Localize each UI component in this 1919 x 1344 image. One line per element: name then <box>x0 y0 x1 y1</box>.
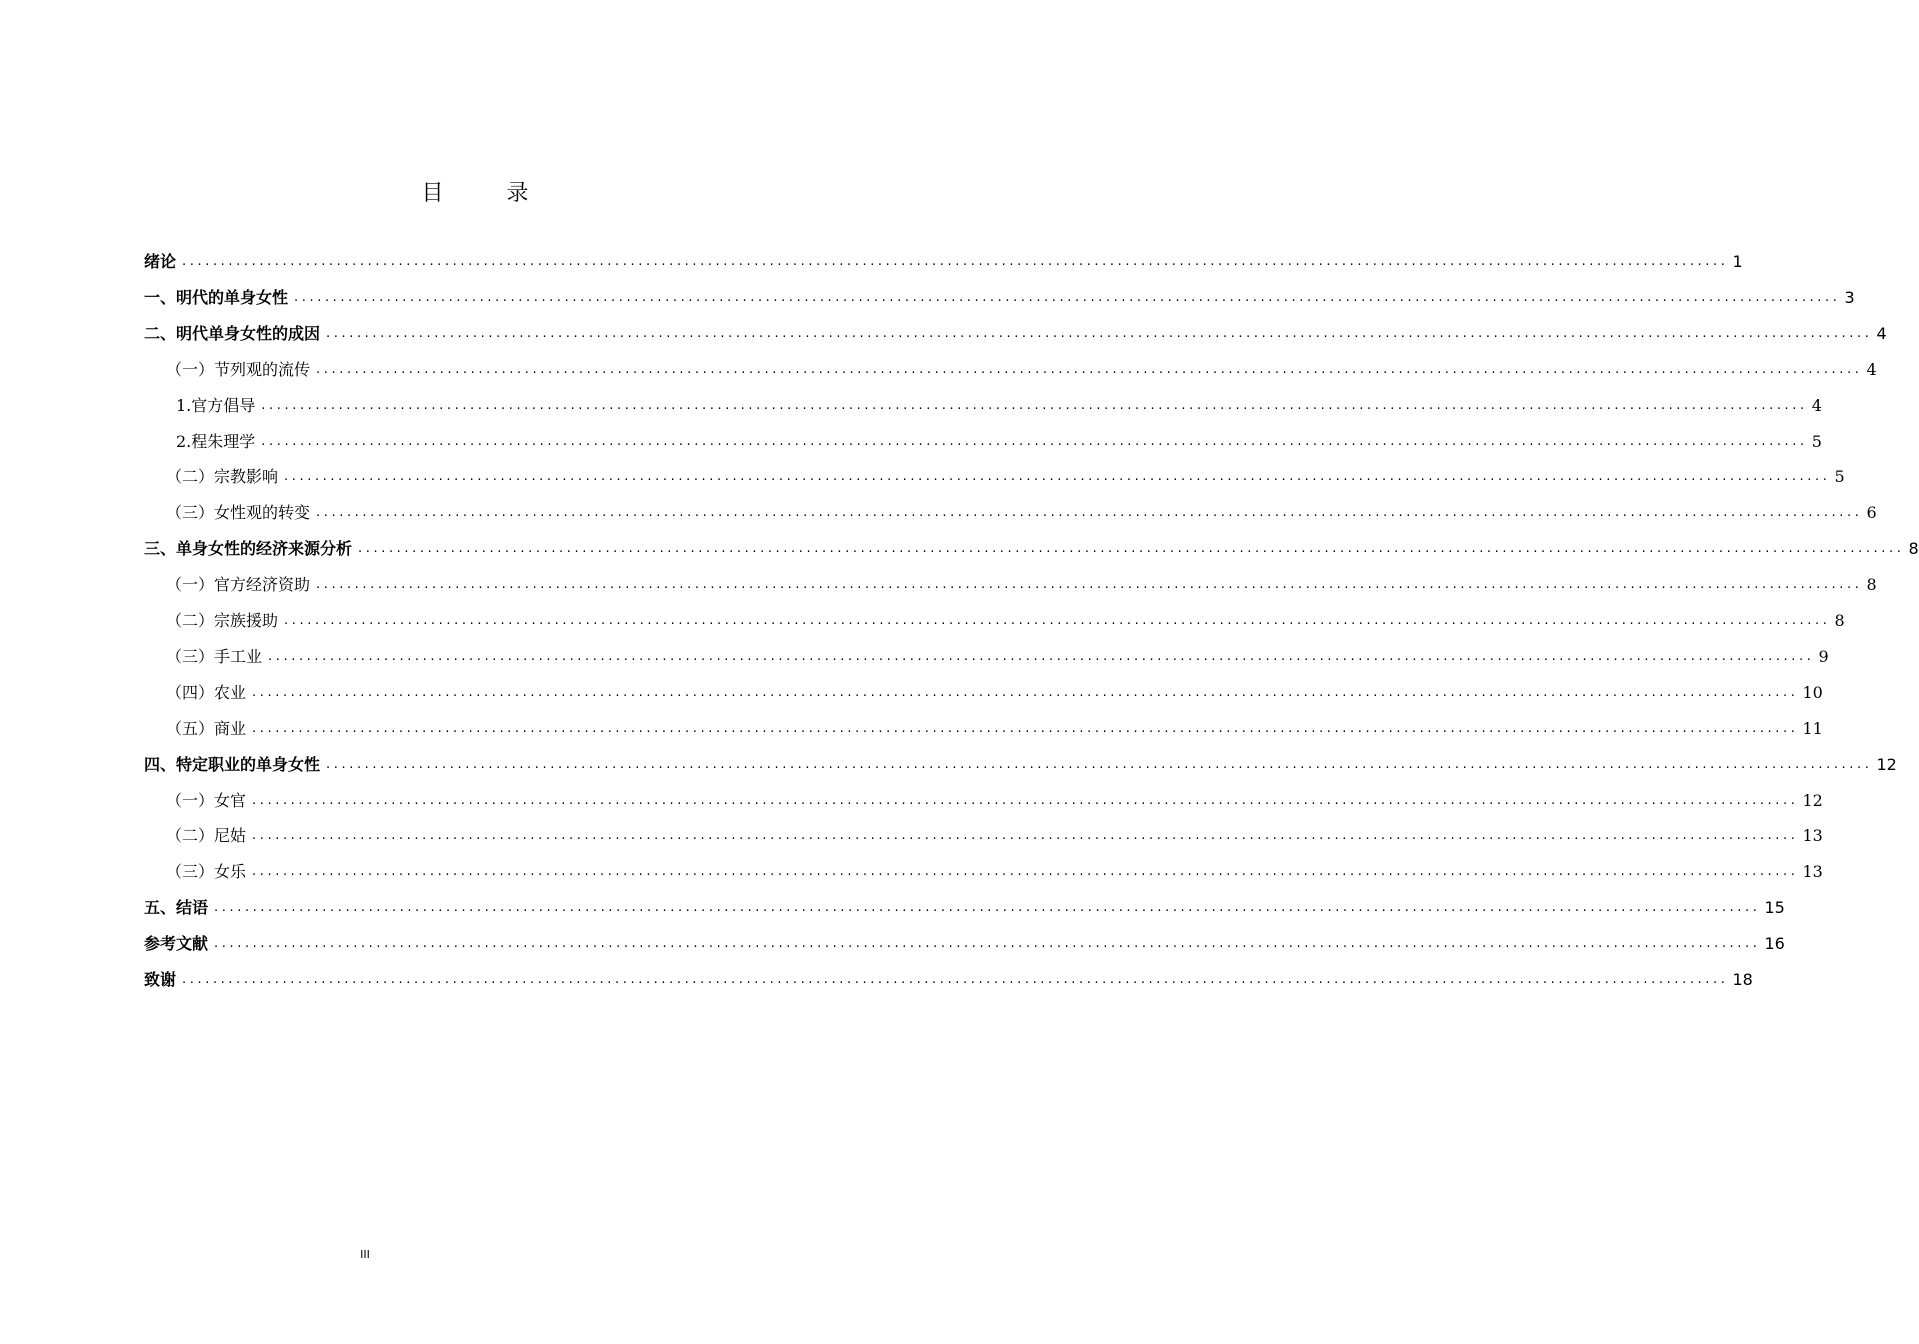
toc-entry[interactable] <box>144 250 1743 274</box>
toc-entry-page-number: 12 <box>1802 790 1823 810</box>
toc-entry-label: （一）节列观的流传 <box>166 359 311 379</box>
dot-leader: ........................................................................................................................................................................................................ <box>316 361 1863 377</box>
toc-entry-page-number: 16 <box>1764 934 1785 954</box>
toc-entry-page-number: 9 <box>1818 646 1829 666</box>
toc-entry-page-number: 4 <box>1866 359 1877 379</box>
toc-entry-label: 一、明代的单身女性 <box>144 287 289 307</box>
toc-entry[interactable] <box>144 501 1877 525</box>
toc-entry-label: 四、特定职业的单身女性 <box>144 754 321 774</box>
dot-leader: ........................................................................................................................................................................................................ <box>284 469 1831 485</box>
toc-entry-page-number: 4 <box>1811 395 1822 415</box>
dot-leader: ........................................................................................................................................................................................................ <box>326 325 1873 341</box>
toc-entry-page-number: 8 <box>1908 539 1919 559</box>
toc-entry[interactable] <box>144 286 1855 310</box>
toc-entry[interactable] <box>144 860 1823 884</box>
toc-entry-page-number: 1 <box>1732 252 1743 271</box>
toc-entry-label: （二）宗教影响 <box>166 467 279 487</box>
toc-entry-page-number: 8 <box>1866 575 1877 595</box>
toc-entry[interactable] <box>144 609 1845 633</box>
dot-leader: ........................................................................................................................................................................................................ <box>261 433 1808 449</box>
toc-entry-label: （一）女官 <box>166 790 247 810</box>
toc-entry-page-number: 12 <box>1876 754 1897 774</box>
toc-entry-label: （三）女乐 <box>166 862 247 882</box>
toc-entry[interactable] <box>144 717 1823 741</box>
dot-leader: ........................................................................................................................................................................................................ <box>214 900 1761 916</box>
toc-entry-label: （一）官方经济资助 <box>166 575 311 595</box>
toc-entry-page-number: 11 <box>1802 718 1823 738</box>
dot-leader: ........................................................................................................................................................................................................ <box>284 613 1831 628</box>
dot-leader: ........................................................................................................................................................................................................ <box>268 648 1815 664</box>
toc-entry-label: 致谢 <box>144 970 177 989</box>
toc-entry-label: （四）农业 <box>166 682 247 702</box>
toc-entry[interactable] <box>144 537 1919 561</box>
dot-leader: ........................................................................................................................................................................................................ <box>182 254 1729 269</box>
toc-entry-page-number: 18 <box>1732 970 1753 989</box>
toc-entry-label: （二）尼姑 <box>166 826 247 846</box>
dot-leader: ........................................................................................................................................................................................................ <box>326 756 1873 772</box>
toc-entry[interactable] <box>144 430 1822 454</box>
toc-entry[interactable] <box>144 789 1823 813</box>
toc-entry[interactable] <box>144 681 1823 705</box>
dot-leader: ........................................................................................................................................................................................................ <box>252 864 1799 880</box>
dot-leader: ........................................................................................................................................................................................................ <box>252 720 1799 736</box>
toc-entry-page-number: 10 <box>1802 682 1823 702</box>
toc-entry[interactable] <box>144 824 1823 848</box>
toc-entry-label: （三）女性观的转变 <box>166 503 311 523</box>
toc-entry-page-number: 8 <box>1834 611 1845 630</box>
toc-entry-page-number: 13 <box>1802 826 1823 846</box>
toc-entry-label: 三、单身女性的经济来源分析 <box>144 539 353 559</box>
toc-entry[interactable] <box>144 645 1829 669</box>
dot-leader: ........................................................................................................................................................................................................ <box>252 792 1799 808</box>
toc-entry[interactable] <box>144 465 1845 489</box>
dot-leader: ........................................................................................................................................................................................................ <box>316 505 1863 521</box>
toc-entry-page-number: 6 <box>1866 503 1877 523</box>
toc-entry[interactable] <box>144 394 1822 418</box>
toc-entry-page-number: 4 <box>1876 323 1887 343</box>
toc-entry-page-number: 5 <box>1834 467 1845 487</box>
toc-entry-label: （三）手工业 <box>166 646 263 666</box>
toc-entry-label: 二、明代单身女性的成因 <box>144 323 321 343</box>
toc-entry-label: （二）宗族援助 <box>166 611 279 630</box>
toc-entry-label: 五、结语 <box>144 898 209 918</box>
toc-entry[interactable] <box>144 896 1785 920</box>
toc-entry[interactable] <box>144 968 1753 992</box>
toc-entry-label: 2.程朱理学 <box>176 431 256 451</box>
toc-entry-label: 参考文献 <box>144 934 209 954</box>
toc-entry-page-number: 3 <box>1844 287 1855 307</box>
toc-entry-label: 1.官方倡导 <box>176 395 256 415</box>
dot-leader: ........................................................................................................................................................................................................ <box>252 684 1799 700</box>
dot-leader: ........................................................................................................................................................................................................ <box>214 936 1761 952</box>
toc-entry[interactable] <box>144 573 1877 597</box>
toc-entry-page-number: 15 <box>1764 898 1785 918</box>
toc-entry-page-number: 5 <box>1811 431 1822 451</box>
dot-leader: ........................................................................................................................................................................................................ <box>182 972 1729 987</box>
toc-entry-label: 绪论 <box>144 252 177 271</box>
dot-leader: ........................................................................................................................................................................................................ <box>294 289 1841 305</box>
toc-entry-label: （五）商业 <box>166 718 247 738</box>
dot-leader: ........................................................................................................................................................................................................ <box>358 541 1905 557</box>
toc-entry[interactable] <box>144 358 1877 382</box>
page-number-footer: III <box>360 1248 370 1261</box>
dot-leader: ........................................................................................................................................................................................................ <box>316 577 1863 593</box>
toc-entry[interactable] <box>144 322 1887 346</box>
toc-entry-page-number: 13 <box>1802 862 1823 882</box>
toc-entry[interactable] <box>144 753 1897 777</box>
toc-title: 目 录 <box>421 181 557 206</box>
dot-leader: ........................................................................................................................................................................................................ <box>252 828 1799 844</box>
dot-leader: ........................................................................................................................................................................................................ <box>261 397 1808 413</box>
toc-entry[interactable] <box>144 932 1785 956</box>
